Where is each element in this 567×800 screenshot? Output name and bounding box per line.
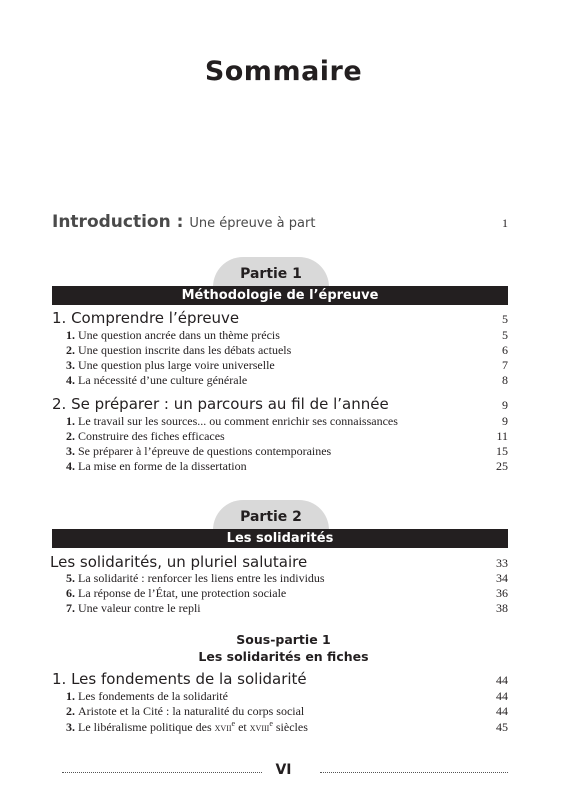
item-page: 36 — [496, 586, 508, 600]
toc-section[interactable] — [52, 309, 508, 327]
item-number: 1. — [66, 328, 75, 342]
introduction-label: Introduction : — [52, 212, 184, 232]
section-title: Les solidarités, un pluriel salutaire — [50, 553, 308, 571]
item-text-part: siècles — [272, 720, 308, 734]
item-number: 1. — [66, 689, 75, 703]
partie2-tab: Partie 2 — [213, 500, 329, 530]
item-page: 34 — [496, 571, 508, 585]
section-page: 44 — [496, 673, 508, 687]
toc-item[interactable] — [66, 689, 508, 704]
toc-item[interactable] — [66, 719, 508, 735]
sous-partie-label: Sous-partie 1 — [236, 632, 331, 647]
page-title: Sommaire — [204, 56, 363, 87]
section-page: 5 — [502, 312, 508, 326]
item-text: Aristote et la Cité : la naturalité du corps social — [78, 704, 305, 718]
toc-item[interactable] — [66, 571, 508, 586]
item-text: Une question ancrée dans un thème précis — [78, 328, 280, 342]
item-page: 25 — [496, 459, 508, 473]
item-text — [78, 719, 308, 735]
item-text: Construire des fiches efficaces — [78, 429, 225, 443]
sous-partie-title: Les solidarités en fiches — [198, 649, 369, 664]
century-superscript: e — [269, 719, 273, 728]
item-number: 2. — [66, 429, 75, 443]
toc-item[interactable] — [66, 586, 508, 601]
item-page: 44 — [496, 689, 508, 703]
toc-item[interactable] — [66, 444, 508, 459]
toc-item[interactable] — [66, 358, 508, 373]
toc-section[interactable] — [52, 395, 508, 413]
toc-introduction[interactable] — [52, 212, 508, 232]
item-page: 6 — [502, 343, 508, 357]
toc-item[interactable] — [66, 601, 508, 616]
century-superscript: e — [231, 719, 236, 728]
toc-item[interactable] — [66, 459, 508, 474]
item-text: Se préparer à l’épreuve de questions contemporaines — [78, 444, 332, 458]
toc-item[interactable] — [66, 429, 508, 444]
item-text: La nécessité d’une culture générale — [78, 373, 248, 387]
partie1-tab: Partie 1 — [213, 257, 329, 287]
item-text: Une question inscrite dans les débats actuels — [78, 343, 292, 357]
century-label: xviii — [249, 720, 270, 734]
item-page: 5 — [502, 328, 508, 342]
item-page: 7 — [502, 358, 508, 372]
toc-item[interactable] — [66, 414, 508, 429]
section-title: 1. Comprendre l’épreuve — [52, 309, 240, 327]
item-number: 1. — [66, 414, 75, 428]
toc-item[interactable] — [66, 373, 508, 388]
item-text: Une question plus large voire universelle — [78, 358, 275, 372]
item-page: 45 — [496, 720, 508, 734]
item-text: Le travail sur les sources... ou comment enrichir ses connaissances — [78, 414, 398, 428]
footer-rule-right — [320, 772, 508, 773]
item-text: La solidarité : renforcer les liens entre les individus — [78, 571, 325, 585]
partie2-bar: Les solidarités — [52, 529, 508, 548]
item-text: La mise en forme de la dissertation — [78, 459, 247, 473]
introduction-subtitle: Une épreuve à part — [189, 216, 316, 231]
partie1-bar: Méthodologie de l’épreuve — [52, 286, 508, 305]
item-page: 38 — [496, 601, 508, 615]
item-text-part: Le libéralisme politique des — [78, 720, 215, 734]
item-page: 11 — [496, 429, 508, 443]
section-title: 2. Se préparer : un parcours au fil de l’année — [52, 395, 389, 413]
toc-item[interactable] — [66, 328, 508, 343]
item-text-part: et — [235, 720, 250, 734]
toc-item[interactable] — [66, 704, 508, 719]
toc-item[interactable] — [66, 343, 508, 358]
item-number: 6. — [66, 586, 75, 600]
item-number: 4. — [66, 459, 75, 473]
item-number: 4. — [66, 373, 75, 387]
century-label: xvii — [214, 720, 232, 734]
section-page: 9 — [502, 398, 508, 412]
page-number: VI — [275, 762, 292, 778]
introduction-page: 1 — [502, 216, 508, 230]
item-number: 2. — [66, 704, 75, 718]
item-page: 15 — [496, 444, 508, 458]
item-text: La réponse de l’État, une protection sociale — [78, 586, 287, 600]
item-page: 9 — [502, 414, 508, 428]
item-text: Les fondements de la solidarité — [78, 689, 228, 703]
item-page: 44 — [496, 704, 508, 718]
item-number: 3. — [66, 444, 75, 458]
item-text: Une valeur contre le repli — [78, 601, 201, 615]
item-number: 3. — [66, 720, 75, 734]
section-page: 33 — [496, 556, 508, 570]
toc-section[interactable] — [50, 553, 508, 571]
item-number: 2. — [66, 343, 75, 357]
item-page: 8 — [502, 373, 508, 387]
toc-section[interactable] — [52, 670, 508, 688]
item-number: 5. — [66, 571, 75, 585]
item-number: 7. — [66, 601, 75, 615]
item-number: 3. — [66, 358, 75, 372]
section-title: 1. Les fondements de la solidarité — [52, 670, 307, 688]
